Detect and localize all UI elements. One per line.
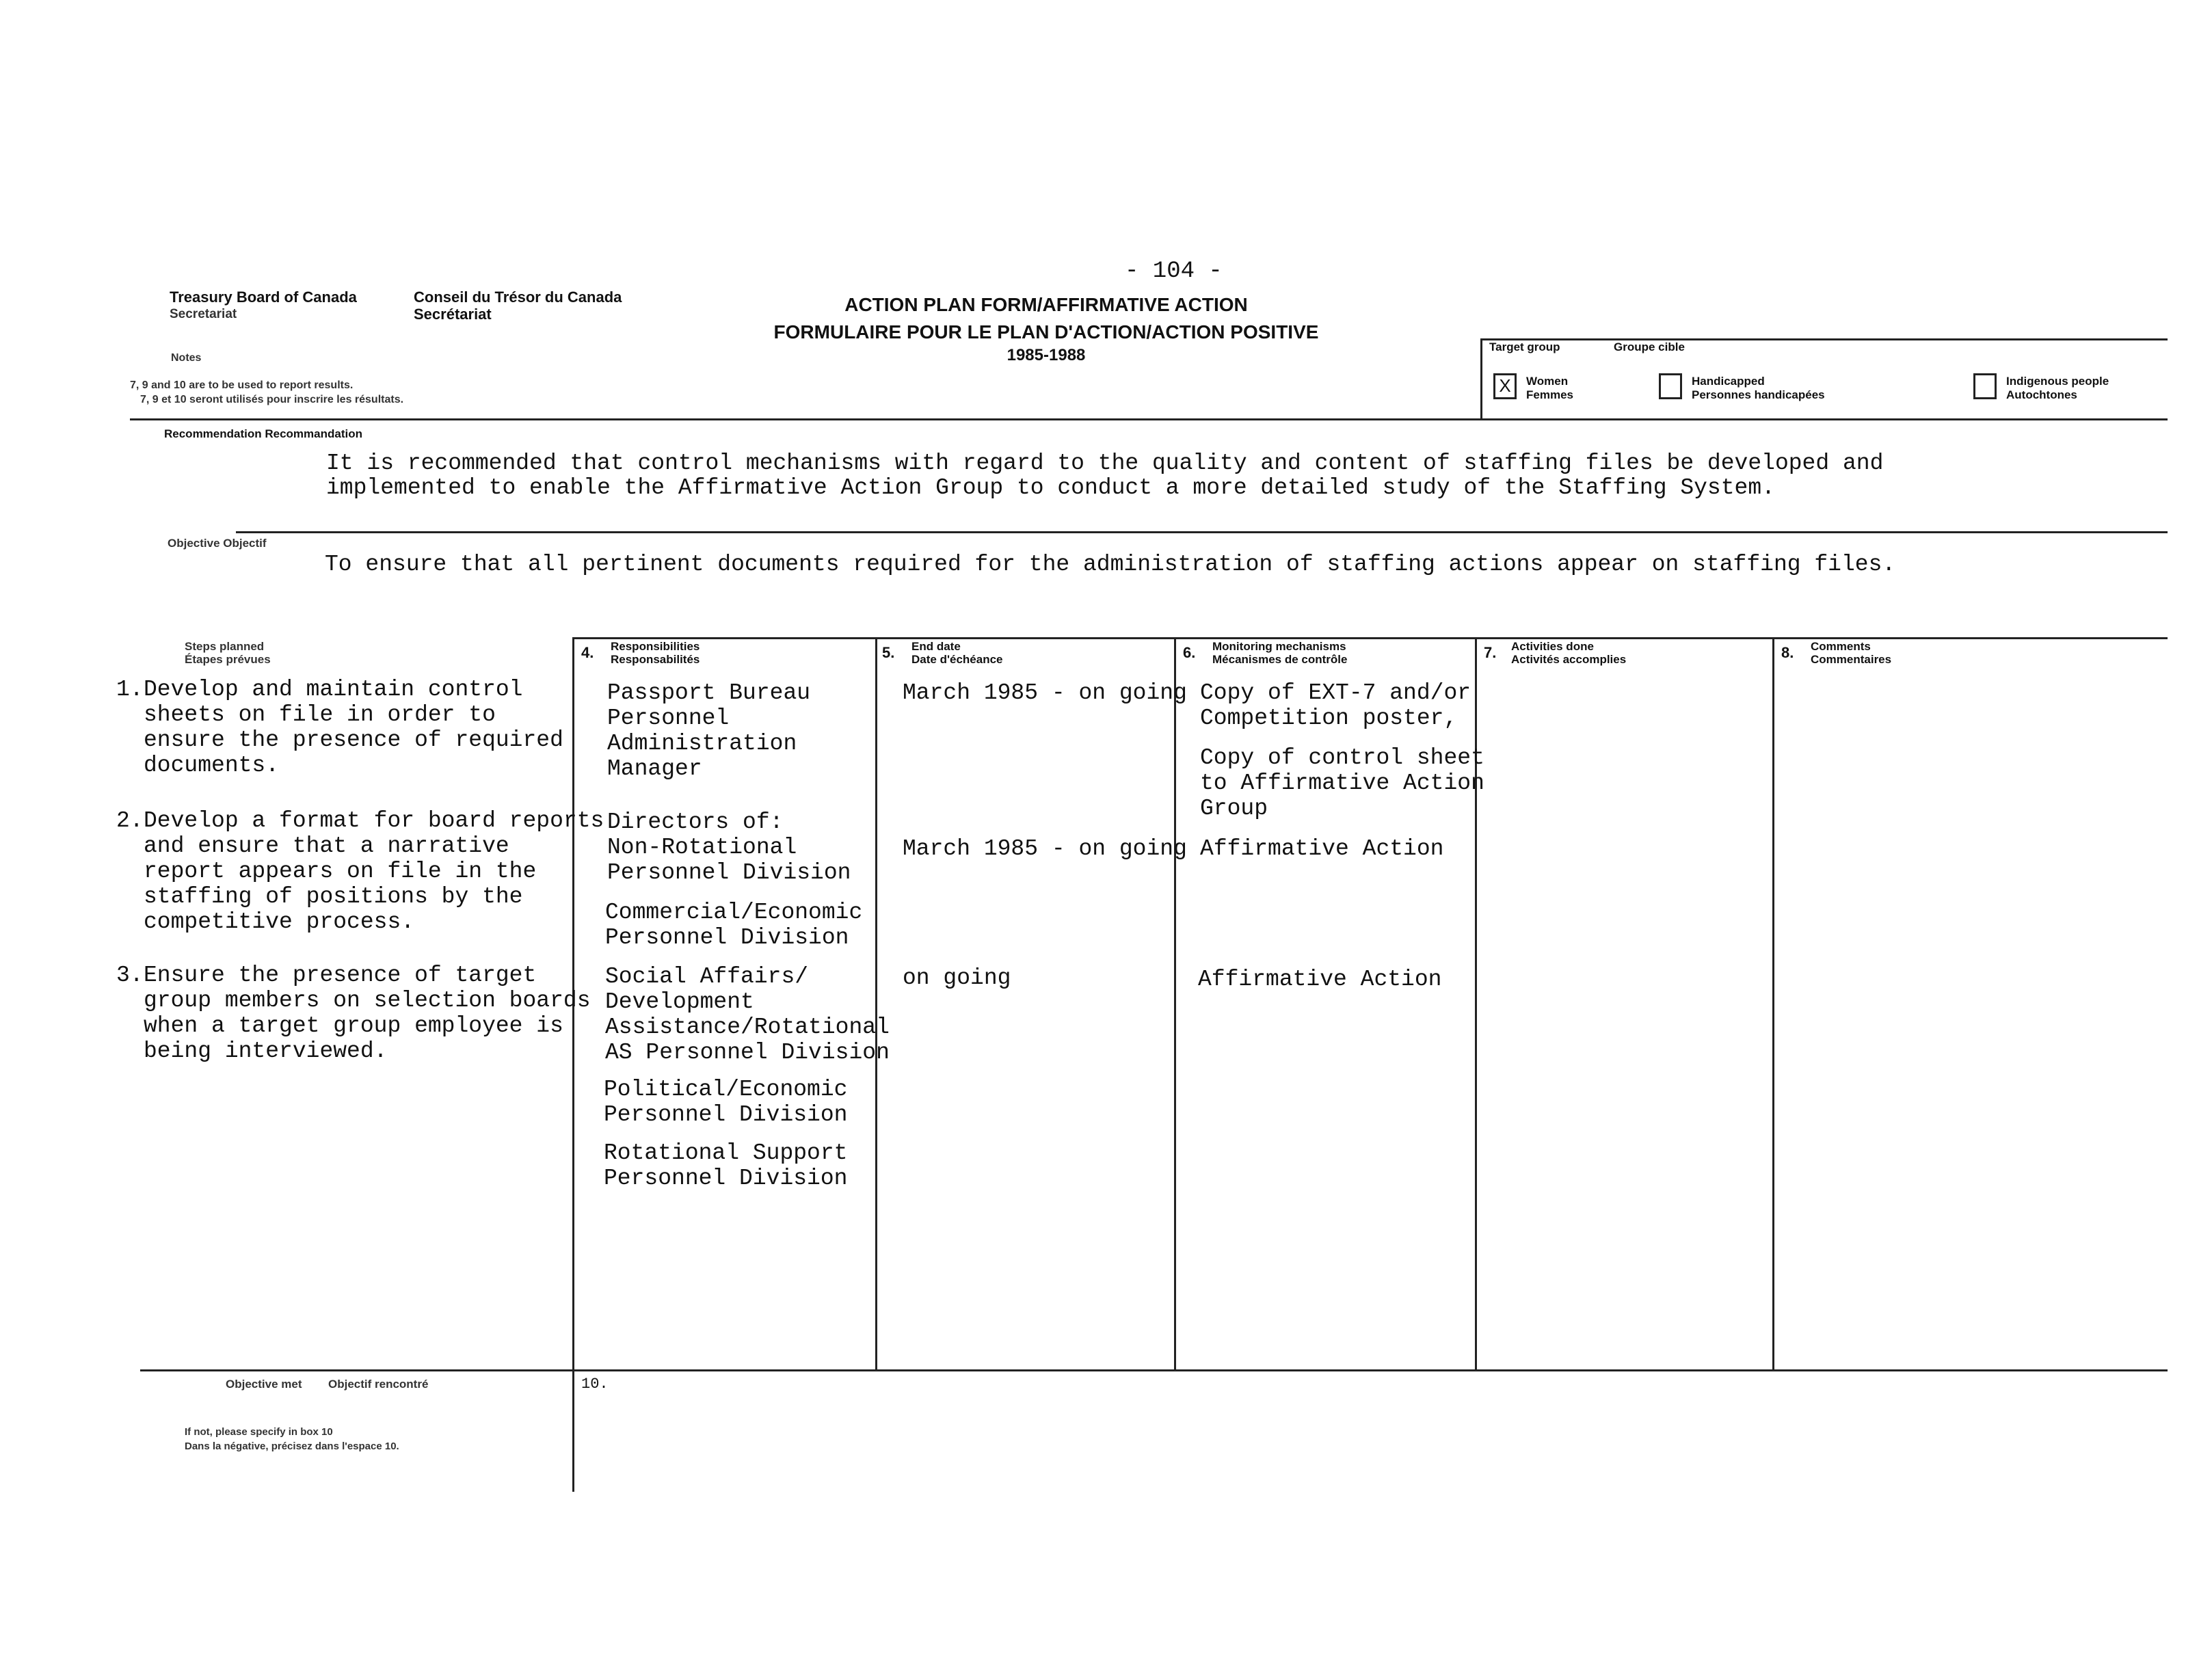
step-3-number: 3. — [116, 963, 144, 988]
agency-fr-line2: Secrétariat — [414, 306, 492, 323]
step-1-line1: Develop and maintain control — [144, 677, 523, 702]
resp-2-line1: Directors of: — [607, 809, 784, 835]
col3-header-fr: Étapes prévues — [185, 653, 271, 666]
step-2-line4: staffing of positions by the — [144, 884, 523, 909]
column-divider-4-5 — [875, 637, 877, 1370]
indigenous-label-fr: Autochtones — [2006, 388, 2077, 401]
col8-header-fr: Commentaires — [1811, 653, 1892, 666]
agency-en-line1: Treasury Board of Canada — [170, 289, 357, 306]
target-group-label-en: Target group — [1489, 340, 1560, 353]
end-date-1: March 1985 - on going — [903, 680, 1187, 706]
recommendation-bottom-rule — [236, 531, 2168, 533]
objective-label: Objective Objectif — [168, 537, 267, 550]
recommendation-text-line1: It is recommended that control mechanisms with regard to the quality and content of staffing files be developed and — [326, 451, 1884, 476]
indigenous-checkbox[interactable] — [1973, 373, 1997, 399]
column-divider-7-8 — [1772, 637, 1774, 1370]
resp-2-line3: Personnel Division — [607, 860, 851, 885]
step-1-line4: documents. — [144, 753, 280, 778]
table-top-rule — [574, 637, 2168, 639]
col3-header-en: Steps planned — [185, 640, 265, 653]
resp-3-line2: Personnel Division — [605, 925, 849, 950]
resp-1-line3: Administration — [607, 731, 797, 756]
col4-num: 4. — [581, 644, 594, 661]
women-label-fr: Femmes — [1526, 388, 1573, 401]
page-number: - 104 - — [1125, 258, 1223, 284]
step-3-line1: Ensure the presence of target — [144, 963, 537, 988]
footer-label-en: Objective met — [226, 1378, 302, 1391]
handicapped-label-fr: Personnes handicapées — [1692, 388, 1825, 401]
agency-fr-line1: Conseil du Trésor du Canada — [414, 289, 622, 306]
resp-5-line1: Political/Economic — [604, 1077, 848, 1102]
form-title-fr: FORMULAIRE POUR LE PLAN D'ACTION/ACTION POSITIVE — [773, 321, 1319, 343]
header-bottom-rule — [130, 418, 2168, 420]
step-2-number: 2. — [116, 808, 144, 833]
target-group-top-rule — [1480, 338, 2168, 340]
col8-header-en: Comments — [1811, 640, 1871, 653]
resp-6-line2: Personnel Division — [604, 1166, 848, 1191]
col7-num: 7. — [1484, 644, 1497, 661]
target-group-left-rule — [1480, 338, 1482, 418]
step-2-line2: and ensure that a narrative — [144, 833, 509, 859]
indigenous-label-en: Indigenous people — [2006, 375, 2109, 388]
form-years: 1985-1988 — [1007, 346, 1086, 364]
form-title-en: ACTION PLAN FORM/AFFIRMATIVE ACTION — [844, 294, 1248, 315]
notes-en: 7, 9 and 10 are to be used to report results. — [130, 379, 354, 391]
footer-box-number: 10. — [581, 1376, 609, 1393]
step-1-line3: ensure the presence of required — [144, 727, 563, 753]
step-2-line5: competitive process. — [144, 909, 415, 935]
column-divider-5-6 — [1174, 637, 1176, 1370]
objective-text: To ensure that all pertinent documents required for the administration of staffing actions appear on staffing files. — [325, 552, 1896, 577]
monitoring-2-line2: to Affirmative Action — [1200, 770, 1484, 796]
resp-6-line1: Rotational Support — [604, 1140, 848, 1166]
notes-heading: Notes — [171, 352, 202, 364]
resp-4-line1: Social Affairs/ — [605, 964, 809, 989]
step-3-line4: being interviewed. — [144, 1038, 388, 1064]
target-group-label-fr: Groupe cible — [1614, 340, 1685, 353]
women-checkbox[interactable]: X — [1493, 373, 1517, 399]
end-date-2: March 1985 - on going — [903, 836, 1187, 861]
recommendation-label: Recommendation Recommandation — [164, 427, 362, 440]
footer-note-en: If not, please specify in box 10 — [185, 1426, 333, 1438]
col5-num: 5. — [882, 644, 895, 661]
resp-3-line1: Commercial/Economic — [605, 900, 863, 925]
resp-1-line2: Personnel — [607, 706, 730, 731]
recommendation-text-line2: implemented to enable the Affirmative Action Group to conduct a more detailed study of the Staffing System. — [326, 475, 1775, 500]
women-label-en: Women — [1526, 375, 1569, 388]
resp-4-line2: Development — [605, 989, 754, 1015]
resp-4-line4: AS Personnel Division — [605, 1040, 890, 1065]
footer-note-fr: Dans la négative, précisez dans l'espace 10. — [185, 1440, 399, 1452]
col4-header-fr: Responsabilités — [611, 653, 700, 666]
col7-header-en: Activities done — [1511, 640, 1594, 653]
resp-1-line1: Passport Bureau — [607, 680, 811, 706]
step-2-line3: report appears on file in the — [144, 859, 537, 884]
table-bottom-rule — [140, 1369, 2168, 1371]
col5-header-fr: Date d'échéance — [911, 653, 1003, 666]
monitoring-2-line3: Group — [1200, 796, 1268, 821]
footer-label-fr: Objectif rencontré — [328, 1378, 429, 1391]
col8-num: 8. — [1781, 644, 1794, 661]
handicapped-label-en: Handicapped — [1692, 375, 1765, 388]
step-3-line3: when a target group employee is — [144, 1013, 563, 1038]
monitoring-2-line1: Copy of control sheet — [1200, 745, 1484, 770]
monitoring-1-line1: Copy of EXT-7 and/or — [1200, 680, 1471, 706]
notes-fr: 7, 9 et 10 seront utilisés pour inscrire les résultats. — [140, 394, 404, 405]
resp-2-line2: Non-Rotational — [607, 835, 797, 860]
resp-5-line2: Personnel Division — [604, 1102, 848, 1127]
handicapped-checkbox[interactable] — [1659, 373, 1682, 399]
col6-header-fr: Mécanismes de contrôle — [1212, 653, 1348, 666]
monitoring-3-line1: Affirmative Action — [1200, 836, 1444, 861]
resp-1-line4: Manager — [607, 756, 702, 781]
step-2-line1: Develop a format for board reports — [144, 808, 604, 833]
monitoring-4-line1: Affirmative Action — [1198, 967, 1442, 992]
col5-header-en: End date — [911, 640, 961, 653]
col4-header-en: Responsibilities — [611, 640, 700, 653]
column-divider-3-4 — [572, 637, 574, 1492]
col7-header-fr: Activités accomplies — [1511, 653, 1627, 666]
resp-4-line3: Assistance/Rotational — [605, 1015, 890, 1040]
step-1-line2: sheets on file in order to — [144, 702, 496, 727]
monitoring-1-line2: Competition poster, — [1200, 706, 1458, 731]
col6-num: 6. — [1183, 644, 1196, 661]
step-1-number: 1. — [116, 677, 144, 702]
step-3-line2: group members on selection boards — [144, 988, 591, 1013]
end-date-3: on going — [903, 965, 1011, 991]
col6-header-en: Monitoring mechanisms — [1212, 640, 1346, 653]
agency-en-line2: Secretariat — [170, 307, 237, 321]
